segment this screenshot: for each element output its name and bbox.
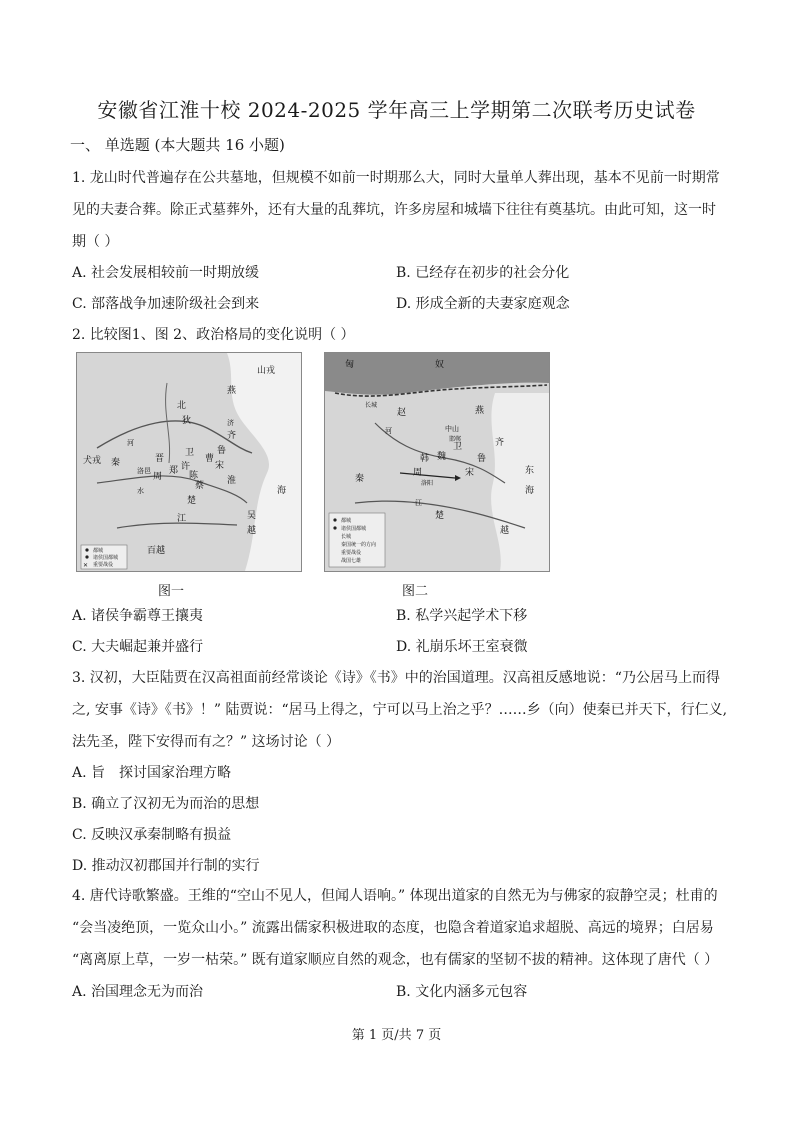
fig1-label: 许 [181, 462, 191, 472]
question-4-option-a[interactable]: A. 治国理念无为而治 [72, 984, 204, 1000]
question-1-line: 1. 龙山时代普遍存在公共墓地，但规模不如前一时期那么大，同时大量单人葬出现，基本不见前一时期常 [72, 170, 720, 186]
fig2-label: 中山 [445, 425, 459, 433]
fig1-legend-item: 诸侯国都城 [93, 555, 119, 561]
page-title: 安徽省江淮十校 2024-2025 学年高三上学期第二次联考历史试卷 [97, 98, 696, 122]
fig2-label: 秦 [355, 474, 365, 484]
fig2-label: 宋 [465, 468, 475, 478]
fig1-label: 宋 [215, 461, 225, 471]
question-2-option-a[interactable]: A. 诸侯争霸尊王攘夷 [72, 608, 204, 624]
fig2-legend-item: 长城 [341, 534, 352, 540]
fig1-label: 齐 [227, 431, 237, 441]
fig1-label: 秦 [111, 458, 121, 468]
map-figure-1-drawing [77, 353, 301, 571]
fig1-label: 济 [227, 419, 234, 427]
question-4-line: 4. 唐代诗歌繁盛。王维的“空山不见人，但闻人语响。” 体现出道家的自然无为与佛家的寂静空灵；杜甫的 [72, 888, 718, 904]
fig2-label: 鲁 [477, 454, 487, 464]
fig2-label: 东 [525, 466, 535, 476]
question-3-option-c[interactable]: C. 反映汉承秦制略有损益 [72, 827, 232, 843]
question-1-option-b[interactable]: B. 已经存在初步的社会分化 [396, 265, 570, 281]
fig1-label: 越 [247, 526, 257, 536]
question-4-option-b[interactable]: B. 文化内涵多元包容 [396, 984, 528, 1000]
fig2-label: 赵 [397, 408, 407, 418]
question-1-stem [72, 162, 728, 258]
fig2-label: 燕 [475, 406, 485, 416]
fig2-label: 卫 [453, 442, 463, 452]
fig2-label: 邯郸 [449, 436, 462, 443]
fig2-label: 魏 [437, 452, 447, 462]
fig1-label: 鲁 [217, 446, 227, 456]
fig1-label: 周 [153, 472, 163, 482]
fig2-label: 江 [415, 499, 422, 507]
page-footer: 第 1 页/共 7 页 [351, 1028, 442, 1043]
fig2-label: 周 [413, 468, 423, 478]
fig2-label: 长城 [365, 402, 378, 409]
fig1-legend-item: 都城 [93, 548, 104, 554]
question-3-option-b[interactable]: B. 确立了汉初无为而治的思想 [72, 796, 260, 812]
fig2-label: 洛阳 [421, 480, 434, 487]
question-3-option-a[interactable]: A. 旨 探讨国家治理方略 [72, 765, 232, 781]
question-2-stem: 2. 比较图1、图 2、政治格局的变化说明（ ） [72, 327, 355, 343]
fig2-label: 匈 [345, 360, 355, 370]
fig1-label: 山戎 [257, 366, 276, 376]
question-1-line: 见的夫妻合葬。除正式墓葬外，还有大量的乱葬坑，许多房屋和城墙下往往有奠基坑。由此可知，这一时 [72, 202, 716, 218]
fig1-label: 燕 [227, 386, 237, 396]
fig2-label: 齐 [495, 438, 505, 448]
fig1-label: 淮 [227, 476, 237, 486]
fig2-label: 韩 [420, 454, 430, 464]
fig2-legend-item: 战国七雄 [341, 558, 362, 564]
question-1-option-c[interactable]: C. 部落战争加速阶级社会到来 [72, 296, 260, 312]
question-2-option-c[interactable]: C. 大夫崛起兼并盛行 [72, 639, 204, 655]
question-3-stem [72, 662, 728, 758]
fig2-label: 越 [500, 526, 510, 536]
fig1-label: 曹 [205, 454, 215, 464]
map-figure-2 [324, 352, 550, 572]
fig1-label: 河 [127, 439, 134, 447]
question-1-option-a[interactable]: A. 社会发展相较前一时期放缓 [72, 265, 260, 281]
map-figure-1 [76, 352, 302, 572]
fig1-label: 洛邑 [137, 467, 151, 475]
fig2-label: 海 [525, 486, 535, 496]
question-3-line: 3. 汉初，大臣陆贾在汉高祖面前经常谈论《诗》《书》中的治国道理。汉高祖反感地说：“乃公居马上而得 [72, 670, 720, 686]
question-2-figures [76, 352, 556, 574]
fig1-label: 吴 [247, 511, 257, 521]
question-4-stem [72, 880, 737, 976]
question-4-line: “离离原上草，一岁一枯荣。” 既有道家顺应自然的观念，也有儒家的坚韧不拔的精神。这体现了唐代（ ） [72, 952, 719, 968]
fig1-label: 陈 [189, 471, 199, 481]
question-3-line: 法先圣，陛下安得而有之？” 这场讨论（ ） [72, 734, 341, 750]
fig1-label: 楚 [187, 496, 197, 506]
question-4-line: “会当凌绝顶，一览众山小。” 流露出儒家积极进取的态度，也隐含着道家追求超脱、高远的境界；白居易 [72, 920, 714, 936]
fig1-label: 晋 [155, 454, 165, 464]
fig2-label: 楚 [435, 511, 445, 521]
fig1-label: 卫 [185, 448, 195, 458]
fig1-label: 北 [177, 401, 187, 411]
section-heading: 一、 单选题 (本大题共 16 小题) [70, 136, 285, 154]
fig2-legend-item: 诸侯国都城 [341, 526, 367, 532]
question-3-option-d[interactable]: D. 推动汉初郡国并行制的实行 [72, 858, 260, 874]
question-1-option-d[interactable]: D. 形成全新的夫妻家庭观念 [396, 296, 570, 312]
fig2-legend-item: 都城 [341, 518, 352, 524]
question-3-line: 之, 安事《诗》《书》！” 陆贾说：“居马上得之，宁可以马上治之乎？……乡（向）使秦已并天下，行仁义, [72, 702, 728, 718]
fig2-label: 河 [385, 427, 392, 435]
fig2-legend-item: 重要战役 [341, 550, 362, 556]
svg-text:✕: ✕ [83, 562, 89, 569]
fig1-label: 郑 [169, 466, 179, 476]
fig1-label: 蔡 [195, 481, 205, 491]
fig1-label: 犬戎 [83, 456, 102, 466]
figure-1-caption: 图一 [158, 584, 185, 599]
fig1-legend-item: 重要战役 [93, 562, 114, 568]
fig1-label: 百越 [147, 546, 166, 556]
map-figure-2-drawing [325, 353, 549, 571]
fig1-label: 水 [137, 487, 144, 495]
fig1-label: 海 [277, 486, 287, 496]
question-2-option-b[interactable]: B. 私学兴起学术下移 [396, 608, 528, 624]
fig1-label: 江 [177, 514, 187, 524]
fig2-label: 奴 [435, 360, 445, 370]
fig2-legend-item: 秦国统一的方向 [341, 542, 377, 548]
question-1-line: 期（ ） [72, 234, 119, 250]
figure-2-caption: 图二 [402, 584, 429, 599]
fig1-label: 狄 [182, 416, 192, 426]
question-2-option-d[interactable]: D. 礼崩乐坏王室衰微 [396, 639, 528, 655]
